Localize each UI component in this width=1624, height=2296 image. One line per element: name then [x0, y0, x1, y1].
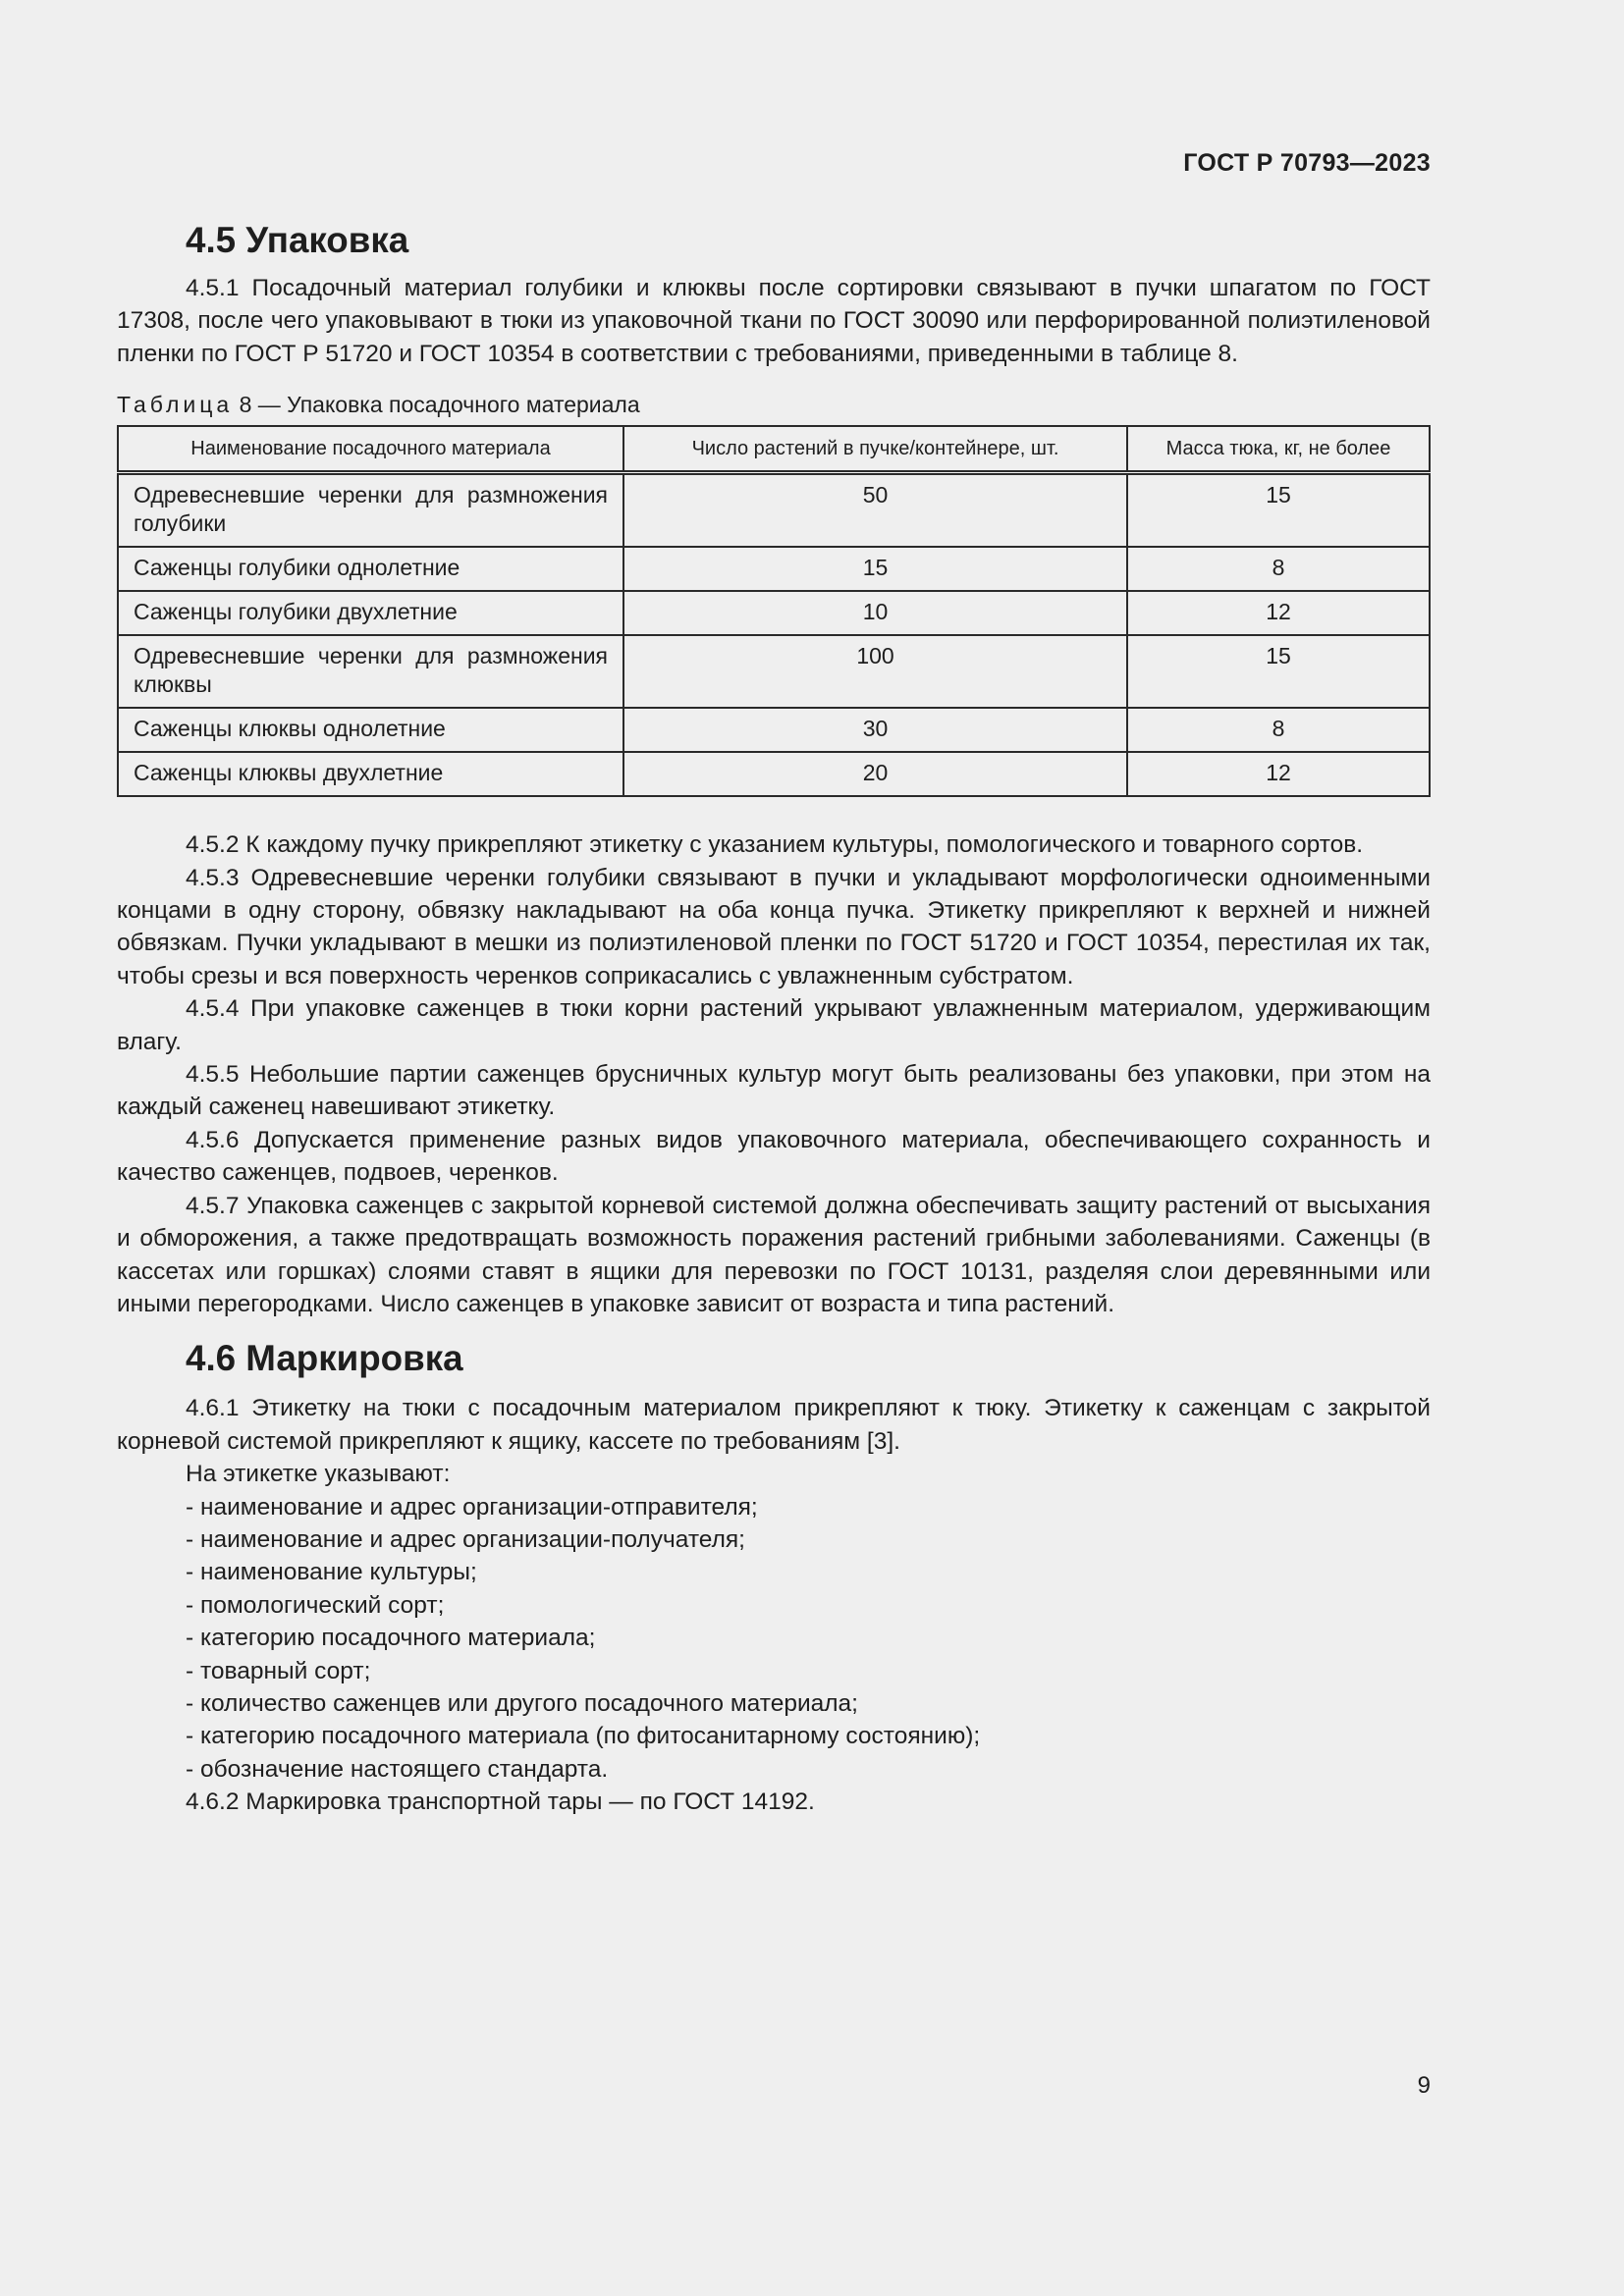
- table-row: [118, 547, 1430, 591]
- paragraph-4-5-7: 4.5.7 Упаковка саженцев с закрытой корневой системой должна обеспечивать защиту растений от высыхания и обморожения, а также предотвращать возможность поражения растений грибными заболеваниями. Саженцы (в кассетах или горшках) слоями ставят в ящики для перевозки по ГОСТ 10131, разделяя слои деревянными или иными перегородками. Число саженцев в упаковке зависит от возраста и типа растений.: [117, 1192, 1431, 1317]
- cell-name: Саженцы клюквы двухлетние: [118, 752, 623, 796]
- cell-count: 15: [623, 547, 1127, 591]
- cell-name: Саженцы голубики однолетние: [118, 547, 623, 591]
- column-header-count: Число растений в пучке/контейнере, шт.: [623, 426, 1127, 473]
- cell-mass: 12: [1127, 752, 1430, 796]
- paragraph-4-5-1: 4.5.1 Посадочный материал голубики и клюквы после сортировки связывают в пучки шпагатом по ГОСТ 17308, после чего упаковывают в тюки из упаковочной ткани по ГОСТ 30090 или перфорированной полиэтиленовой пленки по ГОСТ Р 51720 и ГОСТ 10354 в соответствии с требованиями, приведенными в таблице 8.: [117, 275, 1431, 367]
- cell-count: 50: [623, 473, 1127, 548]
- paragraph-4-6-2: 4.6.2 Маркировка транспортной тары — по ГОСТ 14192.: [186, 1789, 815, 1816]
- cell-count: 100: [623, 635, 1127, 708]
- table-row: [118, 473, 1430, 548]
- table-row: [118, 708, 1430, 752]
- section-heading-packaging: 4.5 Упаковка: [186, 220, 409, 260]
- page-content: [117, 220, 1431, 1819]
- cell-name: Одревесневшие черенки для размножения клюквы: [118, 635, 623, 708]
- page-number: 9: [1417, 2072, 1431, 2099]
- list-item: - категорию посадочного материала;: [186, 1625, 596, 1652]
- paragraph-4-6-1: 4.6.1 Этикетку на тюки с посадочным материалом прикрепляют к тюку. Этикетку к саженцам с закрытой корневой системой прикрепляют к ящику, кассете по требованиям [3].: [117, 1395, 1431, 1455]
- list-item: - наименование и адрес организации-отправителя;: [186, 1493, 758, 1521]
- cell-mass: 12: [1127, 591, 1430, 635]
- table-caption-text: 8 — Упаковка посадочного материала: [239, 392, 640, 418]
- table-row: [118, 635, 1430, 708]
- paragraph-4-5-4: 4.5.4 При упаковке саженцев в тюки корни растений укрывают увлажненным материалом, удерживающим влагу.: [117, 995, 1431, 1055]
- standard-code: ГОСТ Р 70793—2023: [1183, 149, 1431, 177]
- list-item: - наименование и адрес организации-получателя;: [186, 1525, 745, 1553]
- paragraph-4-5-5: 4.5.5 Небольшие партии саженцев брусничных культур могут быть реализованы без упаковки, при этом на каждый саженец навешивают этикетку.: [117, 1061, 1431, 1121]
- cell-mass: 8: [1127, 547, 1430, 591]
- column-header-mass: Масса тюка, кг, не более: [1127, 426, 1430, 473]
- table-row: [118, 591, 1430, 635]
- paragraph-4-5-3: 4.5.3 Одревесневшие черенки голубики связывают в пучки и укладывают морфологически одноименными концами в одну сторону, обвязку накладывают на оба конца пучка. Этикетку прикрепляют к верхней и нижней обвязкам. Пучки укладывают в мешки из полиэтиленовой пленки по ГОСТ 51720 и ГОСТ 10354, перестилая их так, чтобы срезы и вся поверхность черенков соприкасались с увлажненным субстратом.: [117, 864, 1431, 989]
- column-header-name: Наименование посадочного материала: [118, 426, 623, 473]
- cell-name: Саженцы клюквы однолетние: [118, 708, 623, 752]
- cell-name: Саженцы голубики двухлетние: [118, 591, 623, 635]
- cell-count: 10: [623, 591, 1127, 635]
- paragraph-4-5-6: 4.5.6 Допускается применение разных видов упаковочного материала, обеспечивающего сохранность и качество саженцев, подвоев, черенков.: [117, 1126, 1431, 1187]
- cell-name: Одревесневшие черенки для размножения голубики: [118, 473, 623, 548]
- cell-mass: 8: [1127, 708, 1430, 752]
- list-item: - помологический сорт;: [186, 1591, 445, 1619]
- list-item: - товарный сорт;: [186, 1657, 371, 1684]
- list-item: - количество саженцев или другого посадочного материала;: [186, 1689, 858, 1717]
- cell-count: 30: [623, 708, 1127, 752]
- list-item: - обозначение настоящего стандарта.: [186, 1755, 609, 1783]
- section-heading-marking: 4.6 Маркировка: [186, 1338, 463, 1379]
- cell-mass: 15: [1127, 473, 1430, 548]
- table-header-row: [118, 426, 1430, 473]
- label-intro: На этикетке указывают:: [186, 1461, 451, 1488]
- list-item: - наименование культуры;: [186, 1559, 477, 1586]
- table-row: [118, 752, 1430, 796]
- cell-count: 20: [623, 752, 1127, 796]
- cell-mass: 15: [1127, 635, 1430, 708]
- table-caption-prefix: Таблица: [117, 392, 234, 418]
- paragraph-4-5-2: 4.5.2 К каждому пучку прикрепляют этикетку с указанием культуры, помологического и товарного сортов.: [186, 831, 1364, 859]
- table-caption: [117, 390, 1431, 419]
- label-contents-list: [117, 1458, 1431, 1818]
- list-item: - категорию посадочного материала (по фитосанитарному состоянию);: [186, 1723, 981, 1750]
- packaging-table: [117, 425, 1431, 797]
